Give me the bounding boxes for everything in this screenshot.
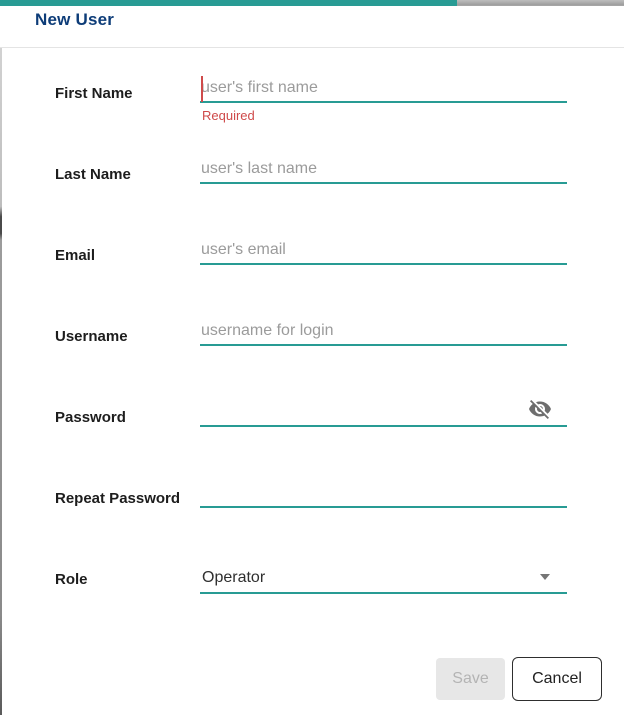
field-area — [200, 547, 567, 631]
field-area — [200, 223, 567, 304]
field-label: Role — [55, 571, 88, 588]
visibility-off-icon[interactable] — [528, 397, 552, 421]
field-area — [200, 304, 567, 385]
field-label: Username — [55, 328, 128, 345]
username-input[interactable] — [200, 318, 567, 346]
form-row — [0, 466, 624, 547]
role-select[interactable] — [200, 564, 567, 594]
field-label: Email — [55, 247, 96, 264]
form-row — [0, 304, 624, 385]
first-name-input[interactable] — [200, 75, 567, 103]
selected-value: Operator — [202, 569, 266, 586]
dialog-title: New User — [35, 10, 115, 29]
form-row — [0, 61, 624, 142]
cancel-button[interactable]: Cancel — [512, 657, 602, 701]
form-row — [0, 385, 624, 466]
password-input[interactable] — [200, 399, 567, 427]
dialog-actions — [436, 657, 602, 701]
field-area — [200, 61, 567, 142]
field-area — [200, 142, 567, 223]
field-area — [200, 466, 567, 547]
dialog-header — [0, 6, 624, 48]
field-label: Password — [55, 409, 126, 426]
email-input[interactable] — [200, 237, 567, 265]
form-row — [0, 547, 624, 631]
save-button[interactable]: Save — [436, 658, 505, 700]
field-area — [200, 385, 567, 466]
last-name-input[interactable] — [200, 156, 567, 184]
form-row — [0, 142, 624, 223]
dropdown-arrow-icon — [540, 574, 550, 580]
repeat-password-input[interactable] — [200, 480, 567, 508]
text-caret — [201, 76, 203, 102]
field-label: Repeat Password — [55, 490, 181, 507]
field-label: First Name — [55, 85, 133, 102]
field-label: Last Name — [55, 166, 131, 183]
user-form — [0, 61, 624, 631]
form-row — [0, 223, 624, 304]
field-error: Required — [202, 108, 255, 123]
